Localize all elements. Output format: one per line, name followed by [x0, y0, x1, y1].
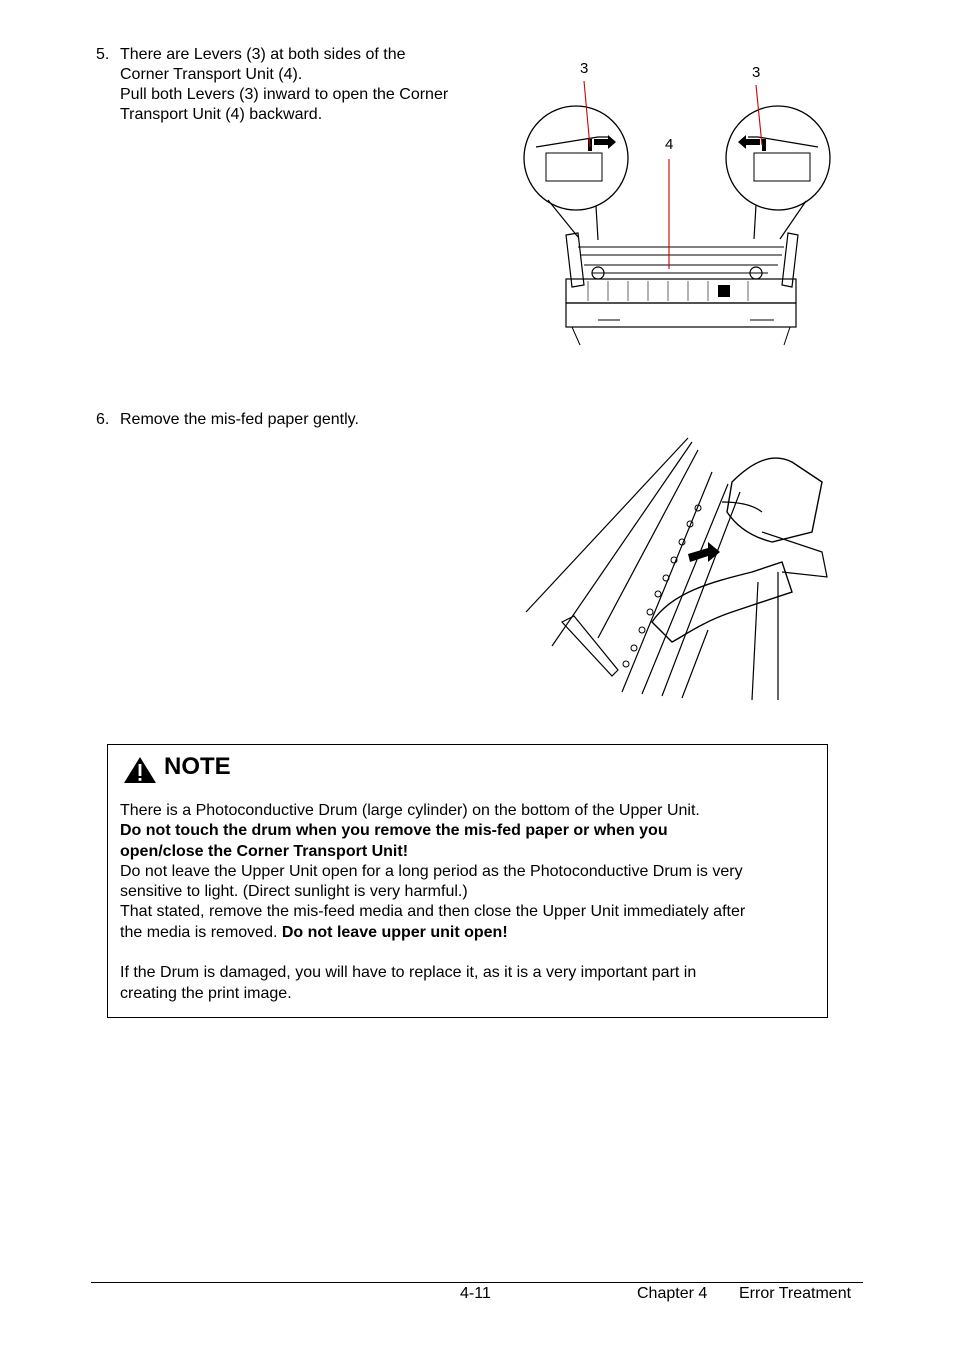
note-warning-bold: Do not leave upper unit open! — [281, 923, 508, 941]
step-5 — [96, 45, 496, 135]
step-text-line: Transport Unit (4) backward. — [120, 106, 323, 123]
note-warning-bold: open/close the Corner Transport Unit! — [120, 842, 409, 860]
note-title: NOTE — [164, 753, 231, 780]
step-text-line: Pull both Levers (3) inward to open the Corner — [120, 86, 449, 103]
callout-lever-left: 3 — [580, 60, 589, 77]
page-number: 4-11 — [460, 1285, 491, 1302]
section-label: Error Treatment — [739, 1285, 852, 1302]
warning-triangle-icon — [122, 755, 158, 785]
chapter-label: Chapter 4 — [637, 1285, 708, 1302]
levers-drawing — [518, 55, 838, 347]
note-line — [120, 923, 820, 943]
levers-illustration — [518, 55, 838, 347]
callout-transport-unit: 4 — [665, 136, 674, 153]
footer-divider — [91, 1282, 863, 1283]
step-text: Remove the mis-fed paper gently. — [120, 411, 359, 428]
callout-lever-right: 3 — [752, 64, 761, 81]
note-line: Do not leave the Upper Unit open for a long period as the Photoconductive Drum is very — [120, 862, 743, 880]
remove-paper-illustration — [522, 432, 832, 704]
note-line: If the Drum is damaged, you will have to replace it, as it is a very important part in — [120, 964, 697, 982]
step-text-line: Corner Transport Unit (4). — [120, 66, 303, 83]
note-line: That stated, remove the mis-feed media and then close the Upper Unit immediately after — [120, 903, 746, 921]
step-6 — [96, 410, 496, 434]
step-text-line: There are Levers (3) at both sides of the — [120, 46, 406, 63]
note-line: sensitive to light. (Direct sunlight is very harmful.) — [120, 883, 468, 901]
step-number: 5. — [96, 46, 110, 63]
note-line: creating the print image. — [120, 984, 292, 1002]
note-warning-bold: Do not touch the drum when you remove the mis-fed paper or when you — [120, 822, 668, 840]
step-number: 6. — [96, 411, 110, 428]
note-body — [120, 801, 820, 1004]
note-box — [107, 744, 828, 1018]
note-line: There is a Photoconductive Drum (large cylinder) on the bottom of the Upper Unit. — [120, 802, 700, 819]
note-line-text: the media is removed. — [120, 923, 282, 941]
remove-paper-drawing — [522, 432, 832, 704]
